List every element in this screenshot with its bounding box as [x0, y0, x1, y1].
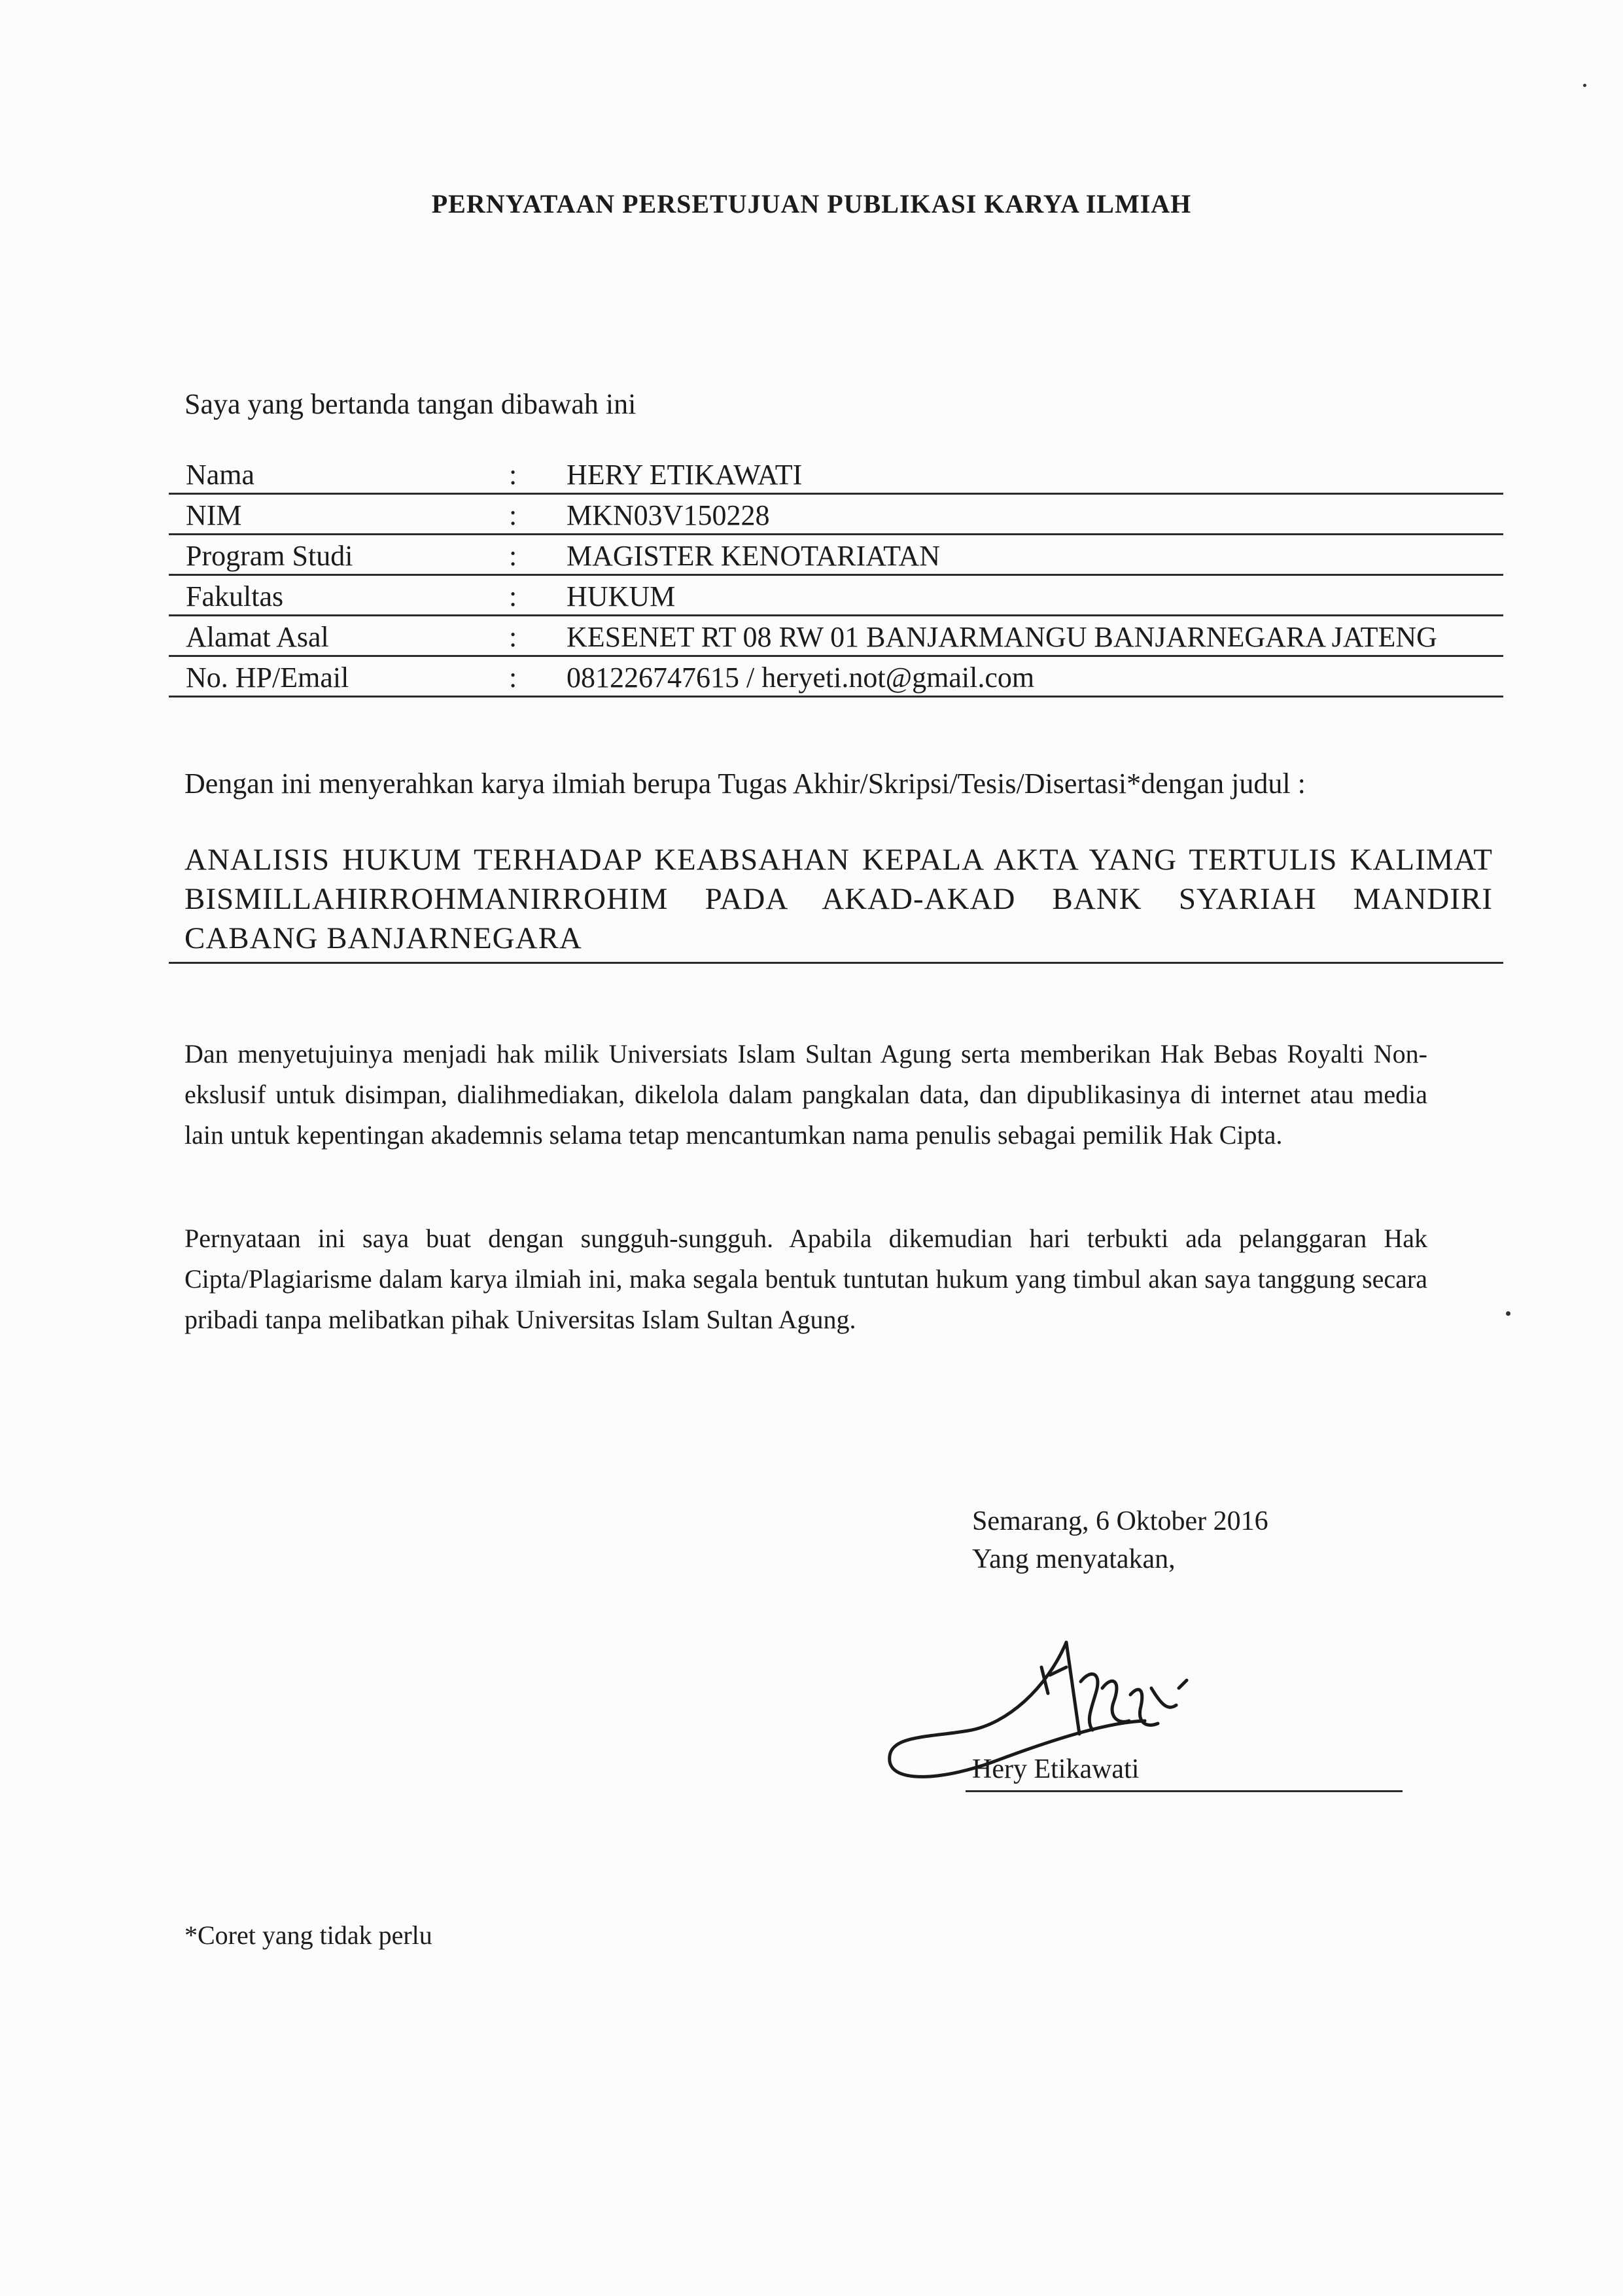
scan-speck [1583, 84, 1586, 87]
place-date: Semarang, 6 Oktober 2016 [972, 1506, 1268, 1536]
field-label: Alamat Asal [186, 621, 329, 653]
signature-place-date [972, 1502, 1268, 1578]
field-value: KESENET RT 08 RW 01 BANJARMANGU BANJARNEGARA JATENG [567, 621, 1437, 653]
field-label: Nama [186, 459, 255, 491]
delivery-statement: Dengan ini menyerahkan karya ilmiah berupa Tugas Akhir/Skripsi/Tesis/Disertasi*dengan judul : [184, 768, 1306, 800]
field-label: Program Studi [186, 540, 353, 572]
field-value: 081226747615 / heryeti.not@gmail.com [567, 662, 1035, 694]
field-value: HUKUM [567, 580, 676, 612]
field-colon: : [509, 621, 517, 653]
intro-text: Saya yang bertanda tangan dibawah ini [184, 388, 637, 420]
field-label: Fakultas [186, 580, 284, 612]
thesis-title-block [169, 840, 1503, 964]
identity-row-alamat-asal [169, 616, 1503, 657]
field-label: NIM [186, 499, 242, 531]
field-colon: : [509, 540, 517, 572]
identity-row-nama [169, 454, 1503, 495]
signer-name: Hery Etikawati [972, 1754, 1140, 1784]
field-colon: : [509, 499, 517, 531]
field-colon: : [509, 662, 517, 694]
identity-row-hp-email [169, 657, 1503, 698]
document-title: PERNYATAAN PERSETUJUAN PUBLIKASI KARYA ILMIAH [431, 189, 1192, 219]
field-value: MAGISTER KENOTARIATAN [567, 540, 941, 572]
footnote: *Coret yang tidak perlu [184, 1920, 432, 1950]
field-colon: : [509, 459, 517, 491]
closing-phrase: Yang menyatakan, [972, 1544, 1176, 1574]
identity-table [169, 454, 1503, 698]
scan-speck [1506, 1311, 1510, 1316]
identity-row-fakultas [169, 576, 1503, 616]
consent-paragraph: Dan menyetujuinya menjadi hak milik Universiats Islam Sultan Agung serta memberikan Hak Bebas Royalti Non-ekslusif untuk disimpan, dialihmediakan, dikelola dalam pangkalan data, dan dipublikasinya di internet atau media lain untuk kepentingan akademnis selama tetap mencantumkan nama penulis sebagai pemilik Hak Cipta. [184, 1039, 1427, 1150]
identity-row-nim [169, 495, 1503, 535]
field-value: MKN03V150228 [567, 499, 770, 531]
identity-row-program-studi [169, 535, 1503, 576]
field-label: No. HP/Email [186, 662, 349, 694]
responsibility-paragraph: Pernyataan ini saya buat dengan sungguh-sungguh. Apabila dikemudian hari terbukti ada pelanggaran Hak Cipta/Plagiarisme dalam karya ilmiah ini, maka segala bentuk tuntutan hukum yang timbul akan saya tanggung secara pribadi tanpa melibatkan pihak Universitas Islam Sultan Agung. [184, 1224, 1427, 1334]
signer-name-line [966, 1751, 1403, 1792]
field-value: HERY ETIKAWATI [567, 459, 803, 491]
field-colon: : [509, 580, 517, 612]
thesis-title: ANALISIS HUKUM TERHADAP KEABSAHAN KEPALA AKTA YANG TERTULIS KALIMAT BISMILLAHIRROHMANIRROHIM PADA AKAD-AKAD BANK SYARIAH MANDIRI CABANG BANJARNEGARA [184, 843, 1493, 955]
